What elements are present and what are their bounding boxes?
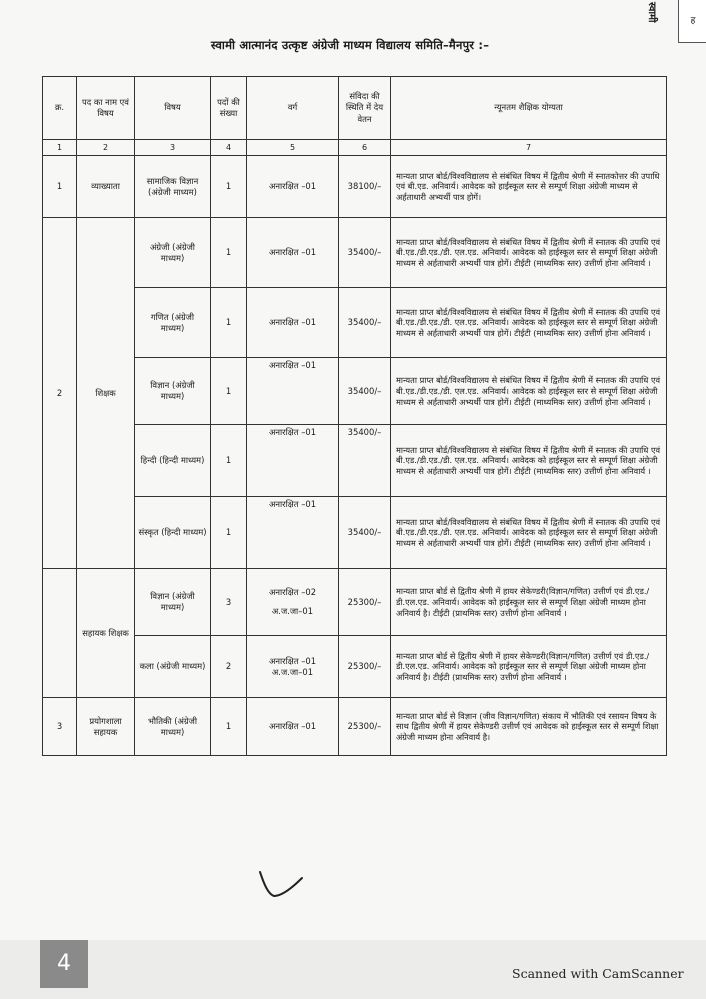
row-count: 1: [211, 288, 247, 358]
row-qualification: मान्यता प्राप्त बोर्ड/विश्वविद्यालय से संबंधित विषय में द्वितीय श्रेणी में स्नातक की उपाधि एवं बी.एड./डी.एड./डी. एल.एड. अनिवार्य। आवेदक को हाईस्कूल स्तर से सम्पूर्ण शिक्षा अंग्रेजी माध्यम से अर्हताधारी अभ्यर्थी पात्र होगें। टीईटी (माध्यमिक स्तर) उत्तीर्ण होना अनिवार्य ।: [391, 288, 667, 358]
row-salary: 35400/–: [339, 288, 391, 358]
col-number: 4: [211, 140, 247, 156]
row-count: 2: [211, 636, 247, 698]
row-subject: विज्ञान (अंग्रेजी माध्यम): [135, 569, 211, 636]
table-row: [43, 358, 667, 425]
header-count: पदों की संख्या: [211, 77, 247, 140]
row-category: अनारक्षित –01: [247, 425, 339, 497]
row-post: प्रयोगशाला सहायक: [77, 698, 135, 756]
row-subject: गणित (अंग्रेजी माध्यम): [135, 288, 211, 358]
signature-mark: [258, 866, 304, 900]
row-category: अनारक्षित –01: [247, 358, 339, 425]
document-title: स्वामी आत्मानंद उत्कृष्ट अंग्रेजी माध्यम विद्यालय समिति–मैनपुर :–: [210, 38, 490, 52]
row-salary: 35400/–: [339, 218, 391, 288]
row-post: सहायक शिक्षक: [77, 569, 135, 698]
category-line: अ.ज.जा–01: [271, 666, 314, 677]
row-count: 1: [211, 497, 247, 569]
row-count: 1: [211, 156, 247, 218]
row-category: अनारक्षित –01: [247, 497, 339, 569]
row-post: शिक्षक: [77, 218, 135, 569]
row-sno: 3: [43, 698, 77, 756]
row-category: अनारक्षित –01: [247, 156, 339, 218]
row-salary: 25300/–: [339, 569, 391, 636]
row-qualification: मान्यता प्राप्त बोर्ड से द्वितीय श्रेणी में हायर सेकेण्डरी(विज्ञान/गणित) उत्तीर्ण एवं डी.एड./डी.एल.एड. अनिवार्य। आवेदक को हाईस्कूल स्तर से सम्पूर्ण शिक्षा अंग्रेजी माध्यम होना अनिवार्य है। टीईटी (प्राथमिक स्तर) उत्तीर्ण होना अनिवार्य ।: [391, 636, 667, 698]
column-number-row: [43, 140, 667, 156]
table-row: [43, 636, 667, 698]
row-qualification: मान्यता प्राप्त बोर्ड/विश्वविद्यालय से संबंधित विषय में द्वितीय श्रेणी में स्नातक की उपाधि एवं बी.एड./डी.एड./डी. एल.एड. अनिवार्य। आवेदक को हाईस्कूल स्तर से सम्पूर्ण शिक्षा अंग्रेजी माध्यम से अर्हताधारी अभ्यर्थी पात्र होगें। टीईटी (माध्यमिक स्तर) उत्तीर्ण होना अनिवार्य ।: [391, 218, 667, 288]
row-qualification: मान्यता प्राप्त बोर्ड से विज्ञान (जीव विज्ञान/गणित) संकाय में भौतिकी एवं रसायन विषय के साथ द्वितीय श्रेणी में हायर सेकेण्डरी उत्तीर्ण एवं आवेदक को हाईस्कूल स्तर से सम्पूर्ण शिक्षा अंग्रेजी माध्यम होना अनिवार्य है।: [391, 698, 667, 756]
table-row: [43, 698, 667, 756]
category-line: अनारक्षित –01: [268, 655, 317, 666]
row-salary: 35400/–: [339, 497, 391, 569]
page-number-badge: 4: [40, 940, 88, 988]
header-post: पद का नाम एवं विषय: [77, 77, 135, 140]
row-category: [247, 569, 339, 636]
row-count: 1: [211, 218, 247, 288]
row-salary: 35400/–: [339, 425, 391, 497]
row-subject: सामाजिक विज्ञान (अंग्रेजी माध्यम): [135, 156, 211, 218]
table-row: [43, 569, 667, 636]
row-subject: हिन्दी (हिन्दी माध्यम): [135, 425, 211, 497]
row-salary: 25300/–: [339, 698, 391, 756]
recruitment-table: [42, 76, 667, 756]
row-category: अनारक्षित –01: [247, 698, 339, 756]
corner-stamp: स्वामी: [646, 2, 657, 23]
table-header-row: [43, 77, 667, 140]
row-subject: संस्कृत (हिन्दी माध्यम): [135, 497, 211, 569]
row-qualification: मान्यता प्राप्त बोर्ड से द्वितीय श्रेणी में हायर सेकेण्डरी(विज्ञान/गणित) उत्तीर्ण एवं डी.एड./डी.एल.एड. अनिवार्य। आवेदक को हाईस्कूल स्तर से सम्पूर्ण शिक्षा अंग्रेजी माध्यम होना अनिवार्य है। टीईटी (प्राथमिक स्तर) उत्तीर्ण होना अनिवार्य ।: [391, 569, 667, 636]
header-salary: संविदा की स्थिति में देय वेतन: [339, 77, 391, 140]
table-row: [43, 156, 667, 218]
header-category: वर्ग: [247, 77, 339, 140]
row-qualification: मान्यता प्राप्त बोर्ड/विश्वविद्यालय से संबंधित विषय में द्वितीय श्रेणी में स्नातकोत्तर की उपाधि एवं बी.एड. अनिवार्य। आवेदक को हाईस्कूल स्तर से सम्पूर्ण शिक्षा अंग्रेजी माध्यम से अर्हताधारी अभ्यर्थी पात्र होगें।: [391, 156, 667, 218]
table-row: [43, 425, 667, 497]
row-sno: [43, 569, 77, 698]
table-row: [43, 218, 667, 288]
row-qualification: मान्यता प्राप्त बोर्ड/विश्वविद्यालय से संबंधित विषय में द्वितीय श्रेणी में स्नातक की उपाधि एवं बी.एड./डी.एड./डी. एल.एड. अनिवार्य। आवेदक को हाईस्कूल स्तर से सम्पूर्ण शिक्षा अंग्रेजी माध्यम से अर्हताधारी अभ्यर्थी पात्र होगें। टीईटी (माध्यमिक स्तर) उत्तीर्ण होना अनिवार्य ।: [391, 497, 667, 569]
corner-box: ह: [678, 0, 706, 43]
row-salary: 35400/–: [339, 358, 391, 425]
row-qualification: मान्यता प्राप्त बोर्ड/विश्वविद्यालय से संबंधित विषय में द्वितीय श्रेणी में स्नातक की उपाधि एवं बी.एड./डी.एड./डी. एल.एड. अनिवार्य। आवेदक को हाईस्कूल स्तर से सम्पूर्ण शिक्षा अंग्रेजी माध्यम से अर्हताधारी अभ्यर्थी पात्र होगें। टीईटी (माध्यमिक स्तर) उत्तीर्ण होना अनिवार्य ।: [391, 425, 667, 497]
scanner-watermark: Scanned with CamScanner: [512, 966, 684, 981]
row-count: 1: [211, 425, 247, 497]
row-subject: विज्ञान (अंग्रेजी माध्यम): [135, 358, 211, 425]
table-row: [43, 288, 667, 358]
row-sno: 1: [43, 156, 77, 218]
col-number: 6: [339, 140, 391, 156]
row-category: [247, 636, 339, 698]
row-subject: भौतिकी (अंग्रेजी माध्यम): [135, 698, 211, 756]
col-number: 1: [43, 140, 77, 156]
row-count: 1: [211, 698, 247, 756]
row-subject: अंग्रेजी (अंग्रेजी माध्यम): [135, 218, 211, 288]
table-row: [43, 497, 667, 569]
col-number: 5: [247, 140, 339, 156]
header-sno: क्र.: [43, 77, 77, 140]
col-number: 2: [77, 140, 135, 156]
row-salary: 25300/–: [339, 636, 391, 698]
header-subject: विषय: [135, 77, 211, 140]
row-sno: 2: [43, 218, 77, 569]
row-post: व्याख्याता: [77, 156, 135, 218]
row-count: 1: [211, 358, 247, 425]
row-qualification: मान्यता प्राप्त बोर्ड/विश्वविद्यालय से संबंधित विषय में द्वितीय श्रेणी में स्नातक की उपाधि एवं बी.एड./डी.एड./डी. एल.एड. अनिवार्य। आवेदक को हाईस्कूल स्तर से सम्पूर्ण शिक्षा अंग्रेजी माध्यम से अर्हताधारी अभ्यर्थी पात्र होगें। टीईटी (माध्यमिक स्तर) उत्तीर्ण होना अनिवार्य ।: [391, 358, 667, 425]
header-qualification: न्यूनतम शैक्षिक योग्यता: [391, 77, 667, 140]
category-line: अ.ज.जा–01: [271, 606, 314, 617]
col-number: 3: [135, 140, 211, 156]
row-category: अनारक्षित –01: [247, 218, 339, 288]
row-salary: 38100/–: [339, 156, 391, 218]
col-number: 7: [391, 140, 667, 156]
row-count: 3: [211, 569, 247, 636]
category-line: अनारक्षित –02: [268, 587, 317, 597]
row-category: अनारक्षित –01: [247, 288, 339, 358]
row-subject: कला (अंग्रेजी माध्यम): [135, 636, 211, 698]
